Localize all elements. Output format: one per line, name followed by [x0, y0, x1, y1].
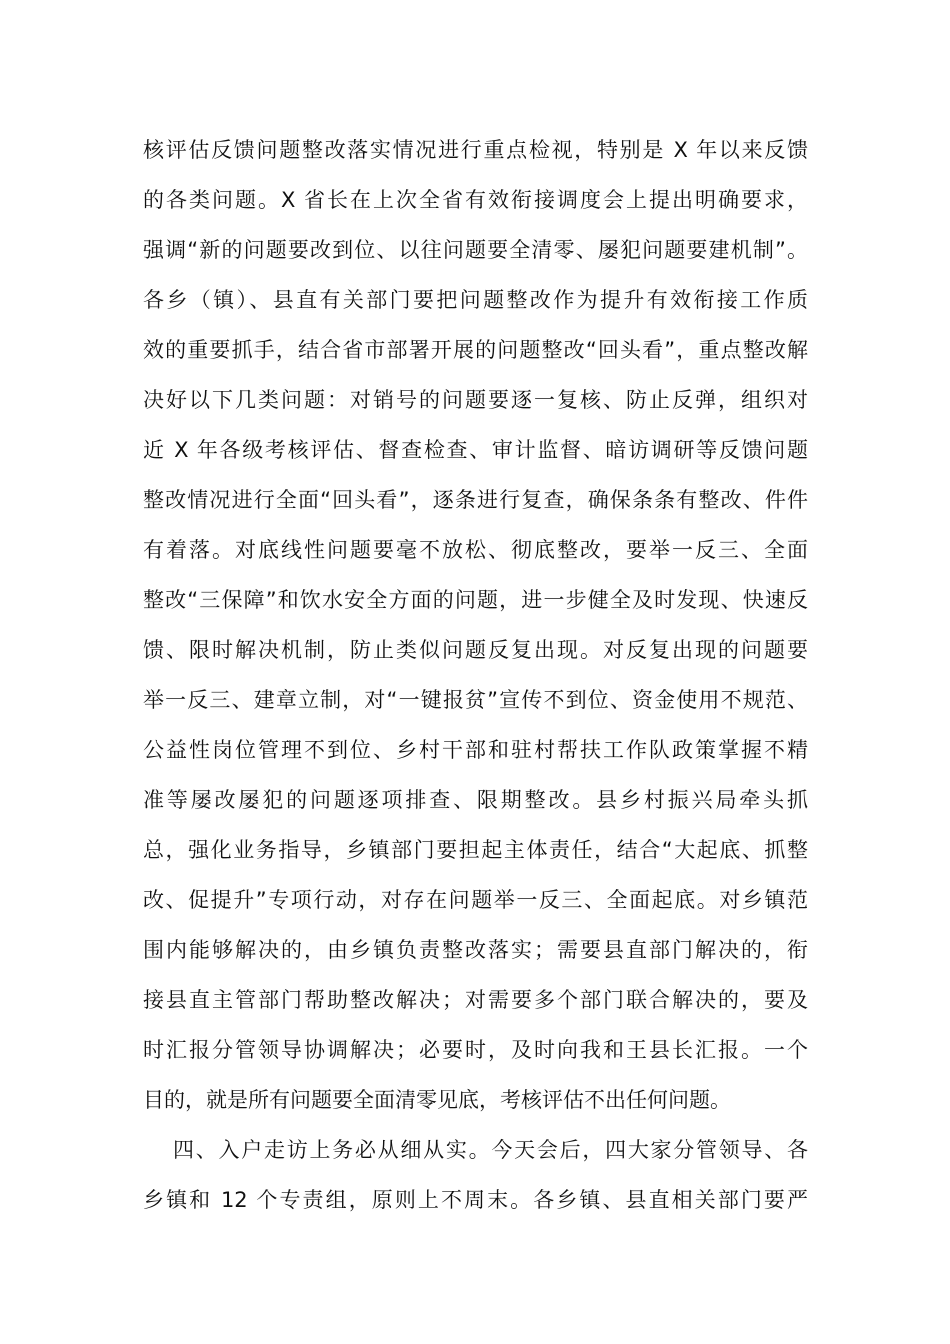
text-line: 馈、限时解决机制，防止类似问题反复出现。对反复出现的问题要 [143, 638, 808, 662]
text-line: 整改情况进行全面“回头看”，逐条进行复查，确保条条有整改、件件 [143, 488, 808, 512]
section-heading-line: 四、入户走访上务必从细从实。今天会后，四大家分管领导、各 [173, 1138, 808, 1162]
text-line: 目的，就是所有问题要全面清零见底，考核评估不出任何问题。 [143, 1088, 731, 1112]
text-line: 公益性岗位管理不到位、乡村干部和驻村帮扶工作队政策掌握不精 [143, 738, 808, 762]
text-line: 各乡（镇）、县直有关部门要把问题整改作为提升有效衔接工作质 [143, 288, 808, 312]
text-line: 乡镇和 12 个专责组，原则上不周末。各乡镇、县直相关部门要严 [143, 1188, 808, 1212]
text-line: 改、促提升”专项行动，对存在问题举一反三、全面起底。对乡镇范 [143, 888, 808, 912]
text-line: 效的重要抓手，结合省市部署开展的问题整改“回头看”，重点整改解 [143, 338, 808, 362]
text-line: 时汇报分管领导协调解决；必要时，及时向我和王县长汇报。一个 [143, 1038, 808, 1062]
text-line: 的各类问题。X 省长在上次全省有效衔接调度会上提出明确要求， [143, 188, 808, 212]
text-line: 围内能够解决的，由乡镇负责整改落实；需要县直部门解决的，衔 [143, 938, 808, 962]
text-line: 举一反三、建章立制，对“一键报贫”宣传不到位、资金使用不规范、 [143, 688, 808, 712]
text-line: 有着落。对底线性问题要毫不放松、彻底整改，要举一反三、全面 [143, 538, 808, 562]
text-line: 近 X 年各级考核评估、督查检查、审计监督、暗访调研等反馈问题 [143, 438, 808, 462]
text-line: 接县直主管部门帮助整改解决；对需要多个部门联合解决的，要及 [143, 988, 808, 1012]
text-line: 总，强化业务指导，乡镇部门要担起主体责任，结合“大起底、抓整 [143, 838, 808, 862]
text-line: 强调“新的问题要改到位、以往问题要全清零、屡犯问题要建机制”。 [143, 238, 808, 262]
text-line: 决好以下几类问题：对销号的问题要逐一复核、防止反弹，组织对 [143, 388, 808, 412]
text-line: 整改“三保障”和饮水安全方面的问题，进一步健全及时发现、快速反 [143, 588, 808, 612]
body-text [143, 125, 808, 1225]
text-line: 准等屡改屡犯的问题逐项排查、限期整改。县乡村振兴局牵头抓 [143, 788, 808, 812]
text-line: 核评估反馈问题整改落实情况进行重点检视，特别是 X 年以来反馈 [143, 138, 808, 162]
